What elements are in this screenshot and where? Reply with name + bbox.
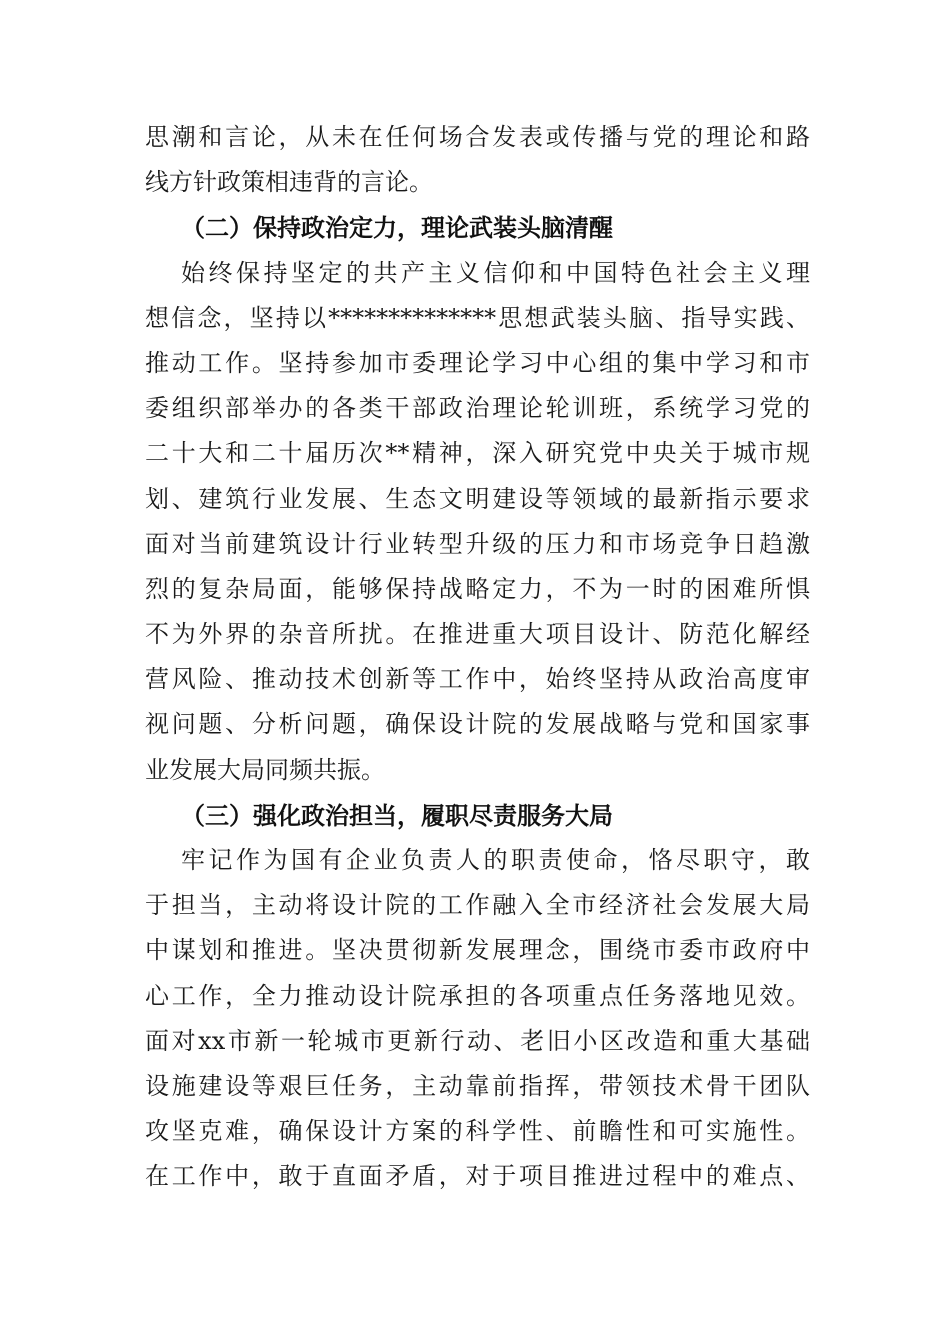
section-heading-2: （二）保持政治定力，理论武装头脑清醒 (181, 213, 613, 243)
body-line: 面对xx市新一轮城市更新行动、老旧小区改造和重大基础 (145, 1026, 810, 1055)
body-line: 思潮和言论，从未在任何场合发表或传播与党的理论和路 (145, 123, 810, 151)
body-line: 攻坚克难，确保设计方案的科学性、前瞻性和可实施性。 (145, 1117, 810, 1146)
body-line: 想信念，坚持以**************思想武装头脑、指导实践、 (145, 303, 810, 332)
body-line: 线方针政策相违背的言论。 (145, 168, 433, 197)
section-heading-3: （三）强化政治担当，履职尽责服务大局 (181, 800, 613, 830)
body-line: 中谋划和推进。坚决贯彻新发展理念，围绕市委市政府中 (145, 936, 810, 965)
body-line: 牢记作为国有企业负责人的职责使命，恪尽职守，敢 (181, 846, 810, 874)
body-line: 在工作中，敢于直面矛盾，对于项目推进过程中的难点、 (145, 1162, 810, 1191)
body-line: 不为外界的杂音所扰。在推进重大项目设计、防范化解经 (145, 620, 810, 649)
body-line: 委组织部举办的各类干部政治理论轮训班，系统学习党的 (145, 394, 810, 423)
body-line: 心工作，全力推动设计院承担的各项重点任务落地见效。 (145, 981, 810, 1010)
body-line: 始终保持坚定的共产主义信仰和中国特色社会主义理 (181, 258, 810, 287)
document-body (145, 115, 810, 1200)
body-line: 视问题、分析问题，确保设计院的发展战略与党和国家事 (145, 710, 810, 739)
body-line: 于担当，主动将设计院的工作融入全市经济社会发展大局 (145, 891, 810, 920)
body-line: 业发展大局同频共振。 (145, 755, 385, 784)
body-line: 推动工作。坚持参加市委理论学习中心组的集中学习和市 (145, 348, 810, 377)
body-line: 面对当前建筑设计行业转型升级的压力和市场竞争日趋激 (145, 529, 810, 558)
body-line: 划、建筑行业发展、生态文明建设等领域的最新指示要求 (145, 484, 810, 513)
body-line: 设施建设等艰巨任务，主动靠前指挥，带领技术骨干团队 (145, 1071, 810, 1100)
body-line: 营风险、推动技术创新等工作中，始终坚持从政治高度审 (145, 665, 810, 694)
body-line: 二十大和二十届历次**精神，深入研究党中央关于城市规 (145, 439, 810, 468)
body-line: 烈的复杂局面，能够保持战略定力，不为一时的困难所惧 (145, 574, 810, 603)
